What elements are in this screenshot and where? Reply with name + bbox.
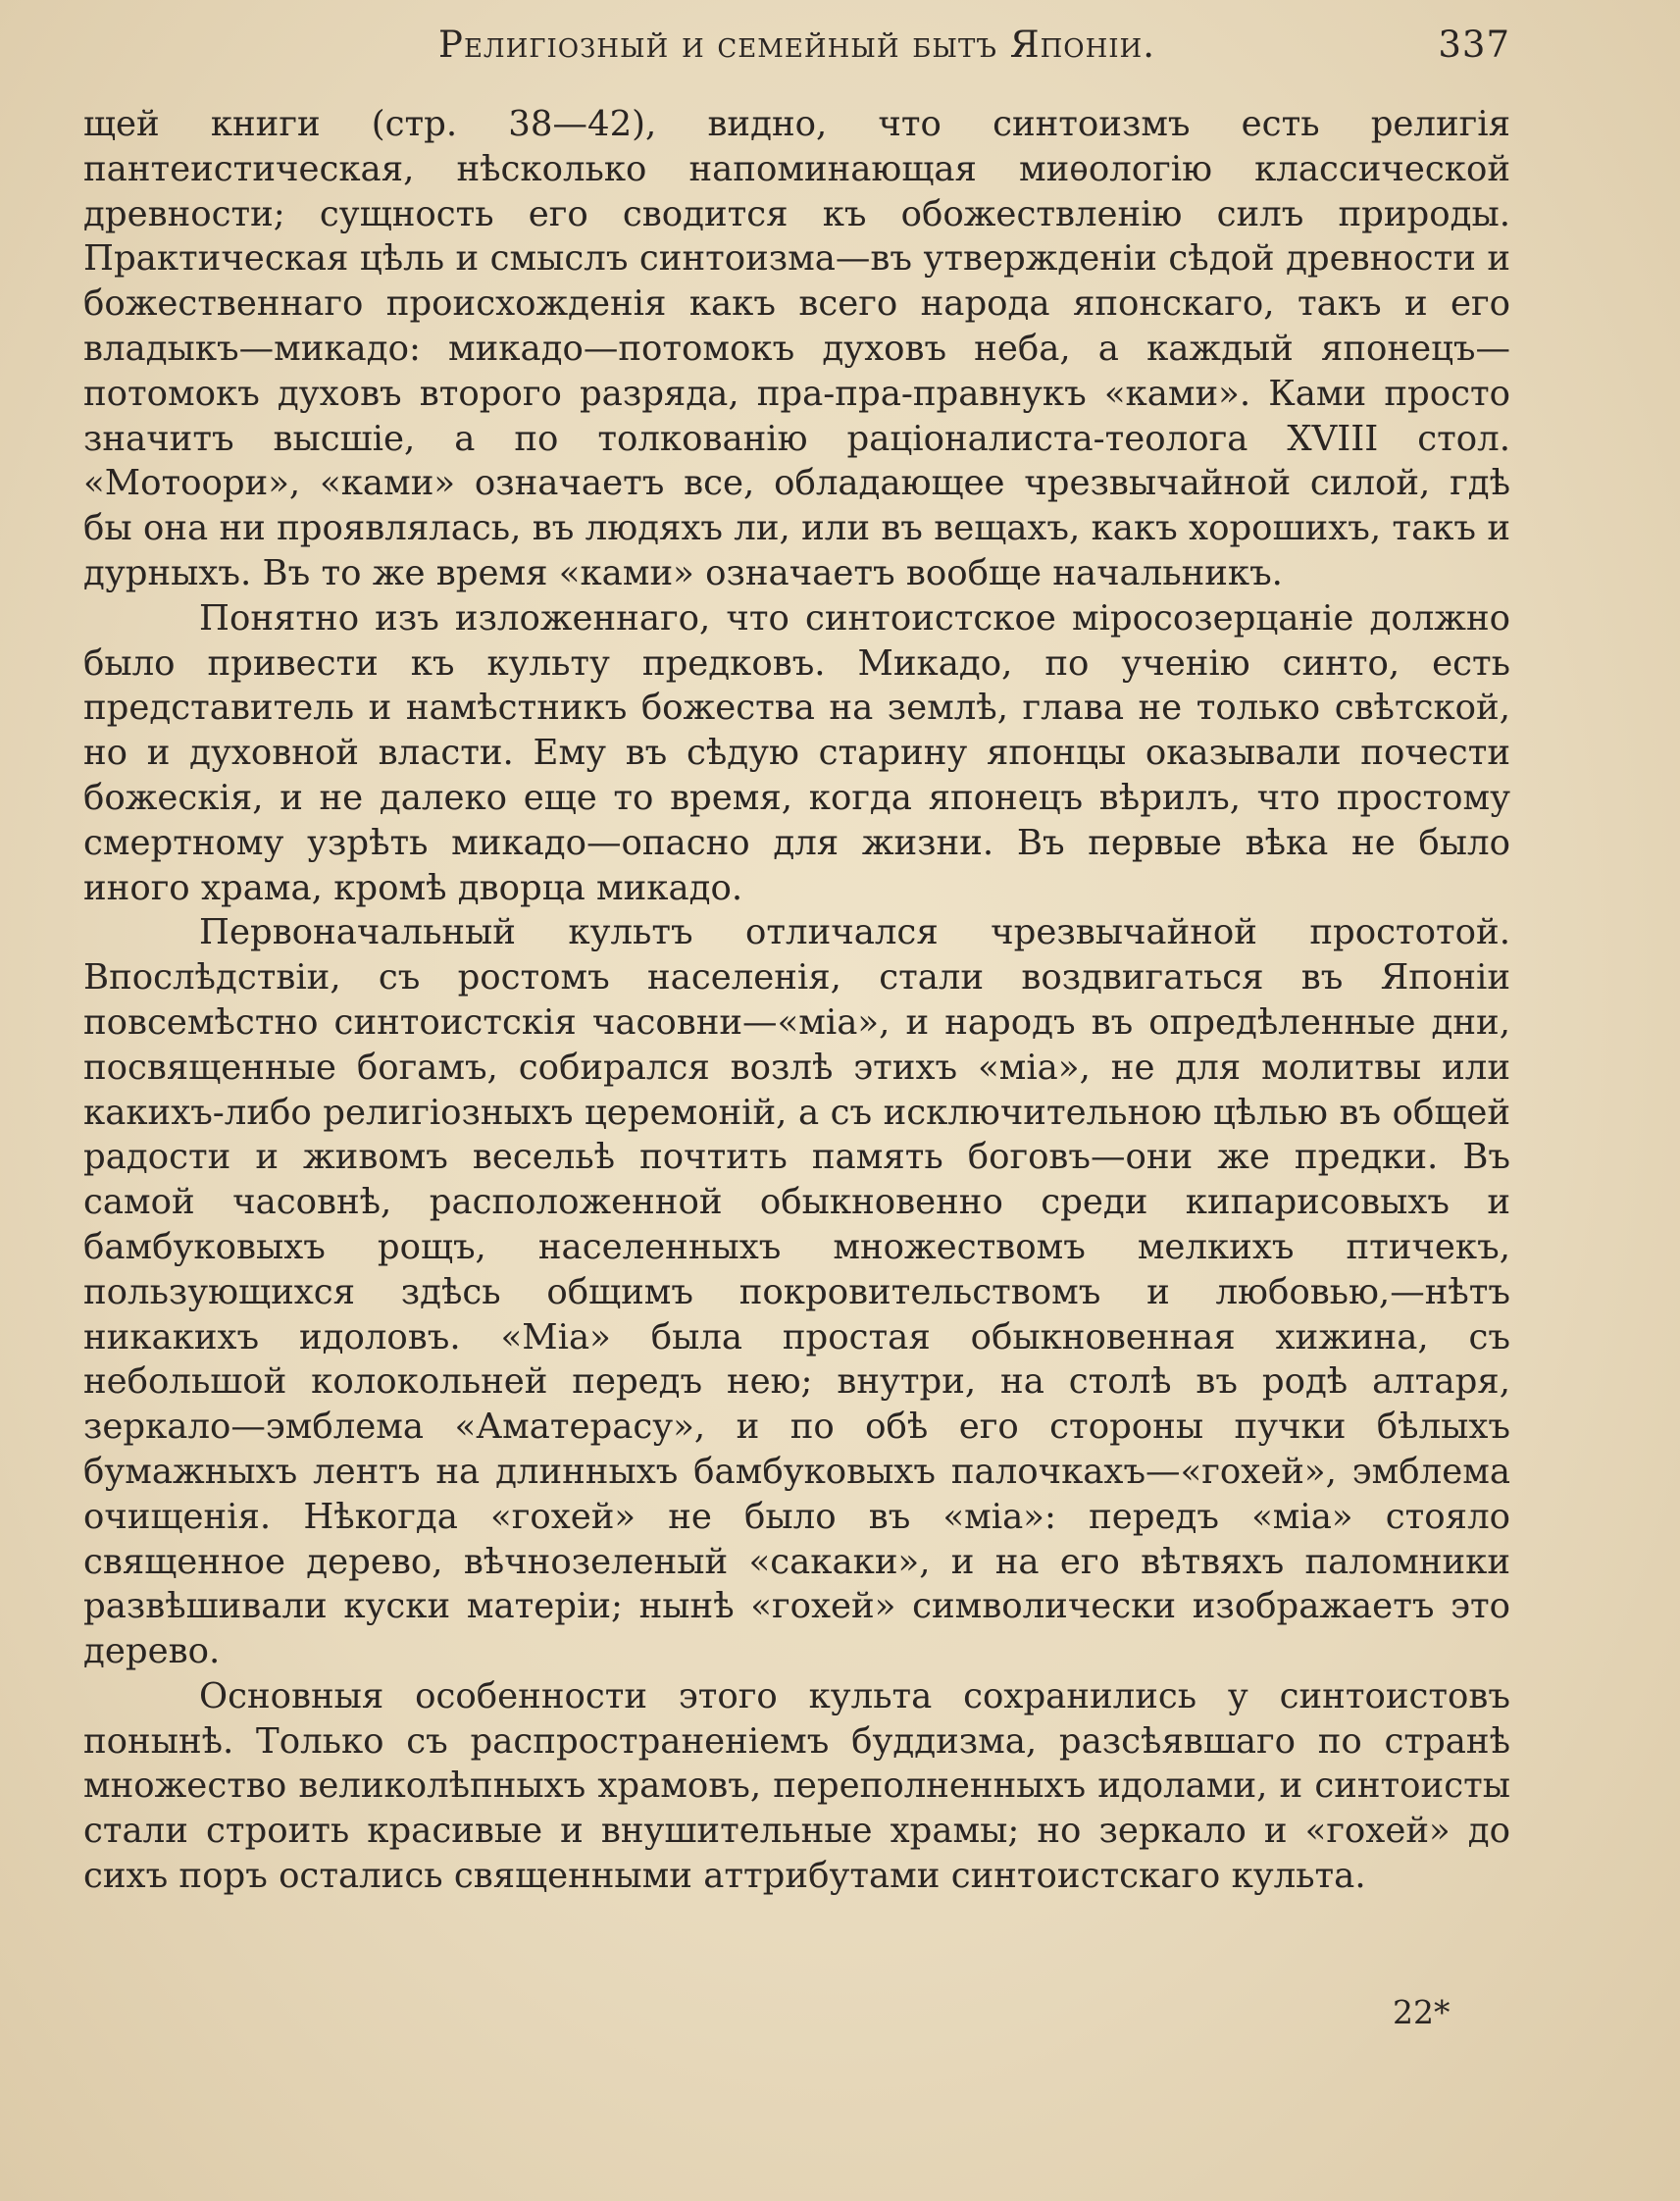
paragraph: Понятно изъ изложеннаго, что синтоистское міросозерцаніе должно было привести къ культу предковъ. Микадо, по ученію синто, есть представитель и намѣстникъ божества на землѣ, глава не только свѣтской, но и духовной власти. Ему въ сѣдую старину японцы оказывали почести божескія, и не далеко еще то время, когда японецъ вѣрилъ, что простому смертному узрѣть микадо—опасно для жизни. Въ первые вѣка не было иного храма, кромѣ дворца микадо. bbox=[83, 597, 1510, 908]
body-text bbox=[83, 102, 1510, 1899]
signature-mark: 22* bbox=[1393, 1993, 1451, 2031]
running-title: Религіозный и семейный бытъ Японіи. bbox=[438, 24, 1155, 66]
paragraph: Основныя особенности этого культа сохранились у синтоистовъ понынѣ. Только съ распространеніемъ буддизма, разсѣявшаго по странѣ множество великолѣпныхъ храмовъ, переполненныхъ идолами, и синтоисты стали строить красивые и внушительные храмы; но зеркало и «гохей» до сихъ поръ остались священными аттрибутами синтоистскаго культа. bbox=[83, 1675, 1510, 1897]
paragraph: Первоначальный культъ отличался чрезвычайной простотой. Впослѣдствіи, съ ростомъ населенія, стали воздвигаться въ Японіи повсемѣстно синтоистскія часовни—«міа», и народъ въ опредѣленные дни, посвященные богамъ, собирался возлѣ этихъ «міа», не для молитвы или какихъ-либо религіозныхъ церемоній, а съ исключительною цѣлью въ общей радости и живомъ весельѣ почтить память боговъ—они же предки. Въ самой часовнѣ, расположенной обыкновенно среди кипарисовыхъ и бамбуковыхъ рощъ, населенныхъ множествомъ мелкихъ птичекъ, пользующихся здѣсь общимъ покровительствомъ и любовью,—нѣтъ никакихъ идоловъ. «Міа» была простая обыкновенная хижина, съ небольшой колокольней передъ нею; внутри, на столѣ въ родѣ алтаря, зеркало—эмблема «Аматерасу», и по обѣ его стороны пучки бѣлыхъ бумажныхъ лентъ на длинныхъ бамбуковыхъ палочкахъ—«гохей», эмблема очищенія. Нѣкогда «гохей» не было въ «міа»: передъ «міа» стояло священное дерево, вѣчнозеленый «сакаки», и на его вѣтвяхъ паломники развѣшивали куски матеріи; нынѣ «гохей» символически изображаетъ это дерево. bbox=[83, 912, 1510, 1672]
page-number: 337 bbox=[1438, 24, 1510, 66]
paragraph-continued: щей книги (стр. 38—42), видно, что синтоизмъ есть религія пантеистическая, нѣсколько напоминающая миѳологію классической древности; сущность его сводится къ обожествленію силъ природы. Практическая цѣль и смыслъ синтоизма—въ утвержденіи сѣдой древности и божественнаго происхожденія какъ всего народа японскаго, такъ и его владыкъ—микадо: микадо—потомокъ духовъ неба, а каждый японецъ—потомокъ духовъ второго разряда, пра-пра-правнукъ «ками». Ками просто значитъ высшіе, а по толкованію раціоналиста-теолога XVIII стол. «Мотоори», «ками» означаетъ все, обладающее чрезвычайной силой, гдѣ бы она ни проявлялась, въ людяхъ ли, или въ вещахъ, какъ хорошихъ, такъ и дурныхъ. Въ то же время «ками» означаетъ вообще начальникъ. bbox=[83, 104, 1510, 593]
page-header bbox=[83, 24, 1510, 82]
